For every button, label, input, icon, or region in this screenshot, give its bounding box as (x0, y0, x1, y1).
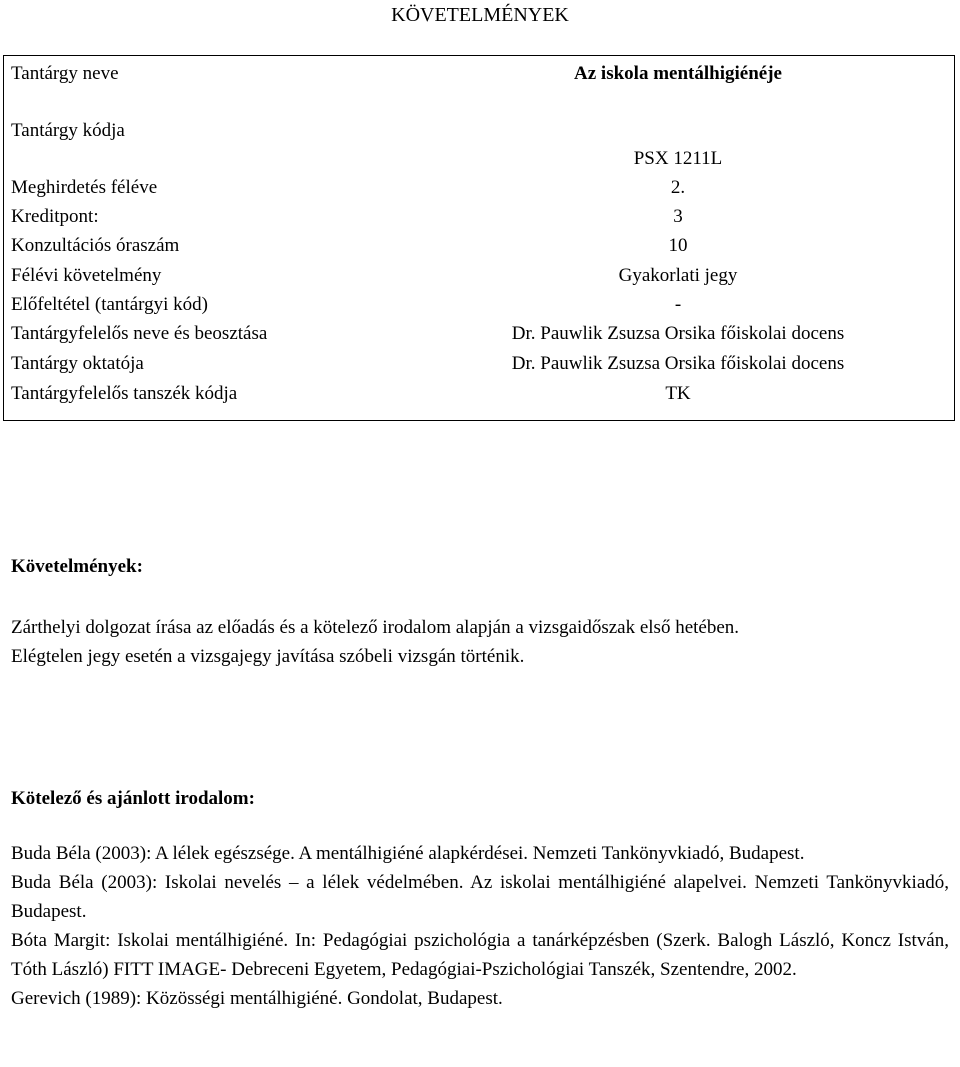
info-row-hours (8, 234, 948, 258)
info-row-course-code (8, 119, 948, 143)
literature-item: Bóta Margit: Iskolai mentálhigiéné. In: Pedagógiai pszichológia a tanárképzésben (Szerk. Balogh László, Koncz István, Tóth László) FITT IMAGE- Debreceni Egyetem, Pedagógiai-Pszichológiai Tanszék, Szentendre, 2002. (11, 930, 949, 980)
info-row-responsible (8, 322, 948, 346)
requirements-heading: Követelmények: (11, 556, 143, 577)
info-row-instructor (8, 352, 948, 376)
info-value-requirement: Gyakorlati jegy (618, 265, 738, 286)
document-title: KÖVETELMÉNYEK (391, 4, 569, 26)
info-label: Tantárgy kódja (11, 120, 125, 141)
literature-item: Buda Béla (2003): A lélek egészsége. A mentálhigiéné alapkérdései. Nemzeti Tankönyvkiadó, Budapest. (11, 843, 805, 864)
info-value-department: TK (665, 383, 691, 404)
info-row-requirement (8, 264, 948, 288)
info-row-prerequisite (8, 293, 948, 317)
requirements-paragraph: Elégtelen jegy esetén a vizsgajegy javítása szóbeli vizsgán történik. (11, 646, 525, 667)
info-row-department (8, 382, 948, 406)
info-label: Kreditpont: (11, 206, 99, 227)
requirements-text (11, 613, 949, 671)
literature-heading: Kötelező és ajánlott irodalom: (11, 788, 255, 809)
info-value-responsible: Dr. Pauwlik Zsuzsa Orsika főiskolai docens (511, 323, 845, 344)
info-label: Tantárgyfelelős neve és beosztása (11, 323, 268, 344)
literature-item: Buda Béla (2003): Iskolai nevelés – a lélek védelmében. Az iskolai mentálhigiéné alapelvei. Nemzeti Tankönyvkiadó, Budapest. (11, 872, 949, 922)
info-value-instructor: Dr. Pauwlik Zsuzsa Orsika főiskolai docens (511, 353, 845, 374)
info-label: Konzultációs óraszám (11, 235, 180, 256)
info-row-course-name (8, 62, 948, 86)
info-value-prerequisite: - (674, 294, 682, 315)
info-label: Tantárgy neve (11, 63, 119, 84)
info-row-course-code-value (8, 147, 948, 171)
info-value-course-name: Az iskola mentálhigiénéje (574, 63, 782, 84)
info-value-hours: 10 (668, 235, 688, 256)
info-label: Meghirdetés féléve (11, 177, 158, 198)
literature-item: Gerevich (1989): Közösségi mentálhigiéné. Gondolat, Budapest. (11, 988, 503, 1009)
info-label: Előfeltétel (tantárgyi kód) (11, 294, 208, 315)
requirements-paragraph: Zárthelyi dolgozat írása az előadás és a kötelező irodalom alapján a vizsgaidőszak első hetében. (11, 617, 740, 638)
literature-list (11, 839, 949, 1013)
info-label: Tantárgyfelelős tanszék kódja (11, 383, 238, 404)
info-value-semester: 2. (670, 177, 686, 198)
info-label: Félévi követelmény (11, 265, 162, 286)
info-label: Tantárgy oktatója (11, 353, 144, 374)
info-row-semester (8, 176, 948, 200)
info-row-credits (8, 205, 948, 229)
info-value-course-code: PSX 1211L (633, 148, 723, 169)
info-value-credits: 3 (673, 206, 683, 227)
